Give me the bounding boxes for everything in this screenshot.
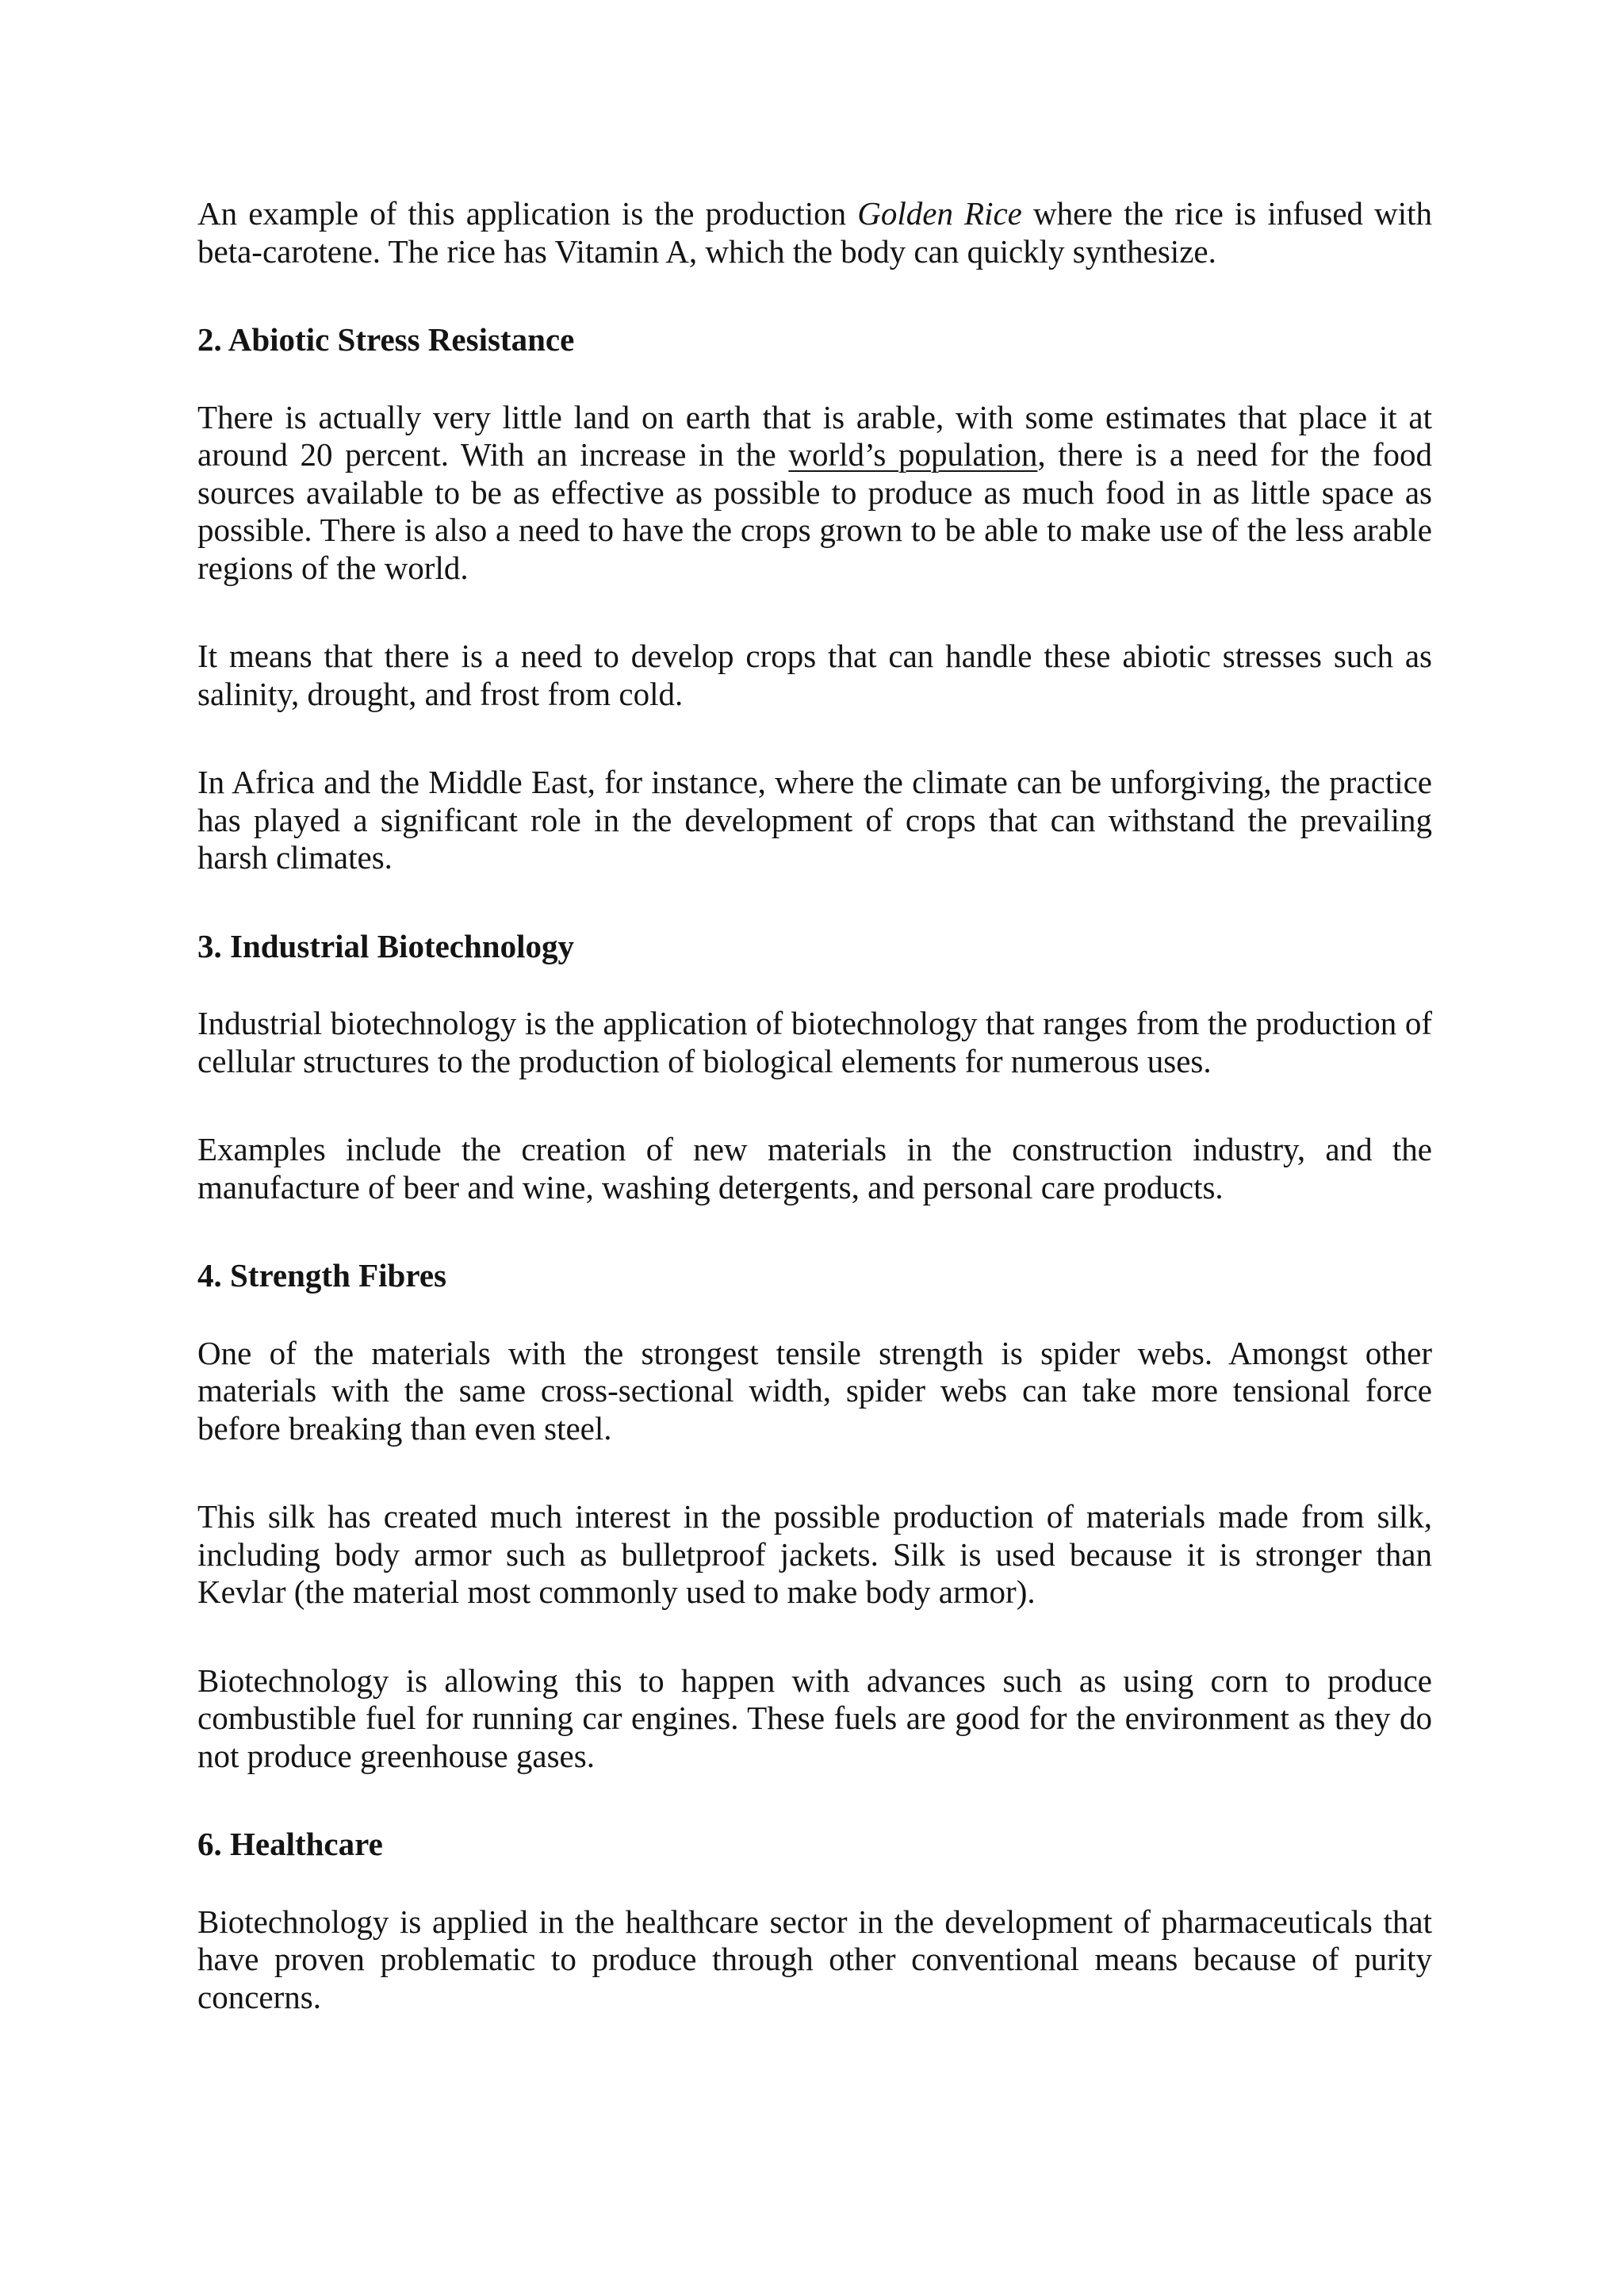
paragraph-industrial-definition: Industrial biotechnology is the application of biotechnology that ranges from the production of cellular structures to the production of biological elements for numerous uses. <box>197 1005 1432 1079</box>
paragraph-text: An example of this application is the production <box>197 195 858 232</box>
golden-rice-italic: Golden Rice <box>857 195 1022 232</box>
paragraph-golden-rice <box>197 195 1432 270</box>
paragraph-industrial-examples: Examples include the creation of new materials in the construction industry, and the manufacture of beer and wine, washing detergents, and personal care products. <box>197 1131 1432 1205</box>
paragraph-text: where the rice is infused with beta-carotene. The rice has Vitamin A, which the body can quickly synthesize. <box>197 195 1433 270</box>
paragraph-healthcare: Biotechnology is applied in the healthcare sector in the development of pharmaceuticals that have proven problematic to produce through other conventional means because of purity concerns. <box>197 1903 1432 2015</box>
heading-strength-fibres: 4. Strength Fibres <box>197 1257 446 1294</box>
paragraph-abiotic-crops: It means that there is a need to develop crops that can handle these abiotic stresses such as salinity, drought, and frost from cold. <box>197 638 1432 712</box>
paragraph-spider-webs: One of the materials with the strongest tensile strength is spider webs. Amongst other materials with the same cross-sectional width, spider webs can take more tensional force before breaking than even steel. <box>197 1334 1432 1447</box>
paragraph-corn-fuel: Biotechnology is allowing this to happen with advances such as using corn to produce combustible fuel for running car engines. These fuels are good for the environment as they do not produce greenhouse gases. <box>197 1662 1432 1774</box>
heading-industrial-biotech: 3. Industrial Biotechnology <box>197 927 574 964</box>
paragraph-text: , there is a need for the food sources available to be as effective as possible to produce as much food in as little space as possible. There is also a need to have the crops grown to be able to make use of the less arable regions of the world. <box>197 436 1432 586</box>
world-population-link[interactable]: world’s population <box>788 436 1038 473</box>
paragraph-text: There is actually very little land on earth that is arable, with some estimates that place it at around 20 percent. With an increase in the <box>197 398 1432 473</box>
document-body <box>197 195 1432 2067</box>
paragraph-africa-middle-east: In Africa and the Middle East, for instance, where the climate can be unforgiving, the practice has played a significant role in the development of crops that can withstand the prevailing harsh climates. <box>197 764 1432 876</box>
heading-healthcare: 6. Healthcare <box>197 1826 383 1862</box>
heading-abiotic-stress: 2. Abiotic Stress Resistance <box>197 321 575 358</box>
paragraph-arable-land <box>197 399 1432 588</box>
paragraph-silk-armor: This silk has created much interest in the possible production of materials made from silk, including body armor such as bulletproof jackets. Silk is used because it is stronger than Kevlar (the material most commonly used to make body armor). <box>197 1498 1432 1610</box>
